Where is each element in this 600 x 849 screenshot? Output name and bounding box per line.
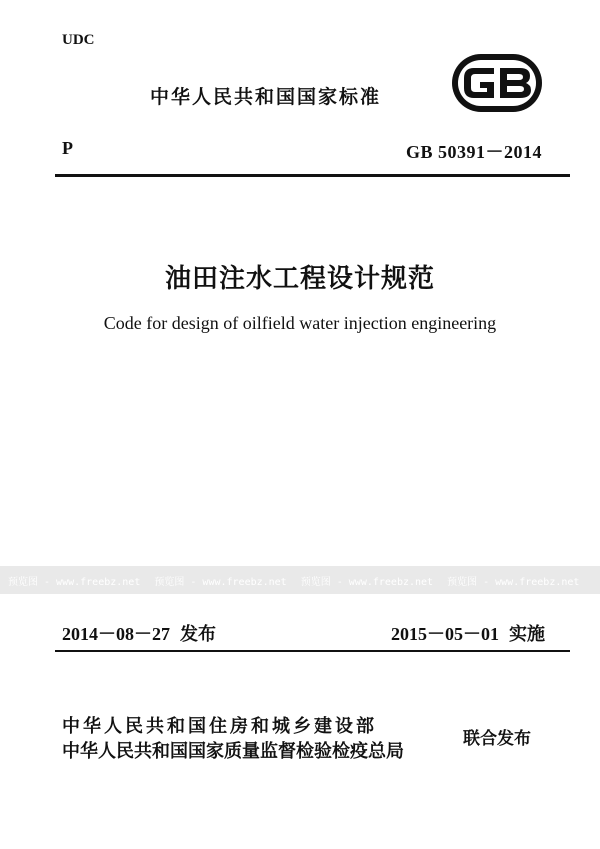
national-standard-heading: 中华人民共和国国家标准 [150,86,382,108]
classification-code: P [62,138,73,158]
issue-date: 2014－08－27 [62,624,170,644]
implement-date: 2015－05－01 [391,624,499,644]
implement-label: 实施 [509,624,545,645]
issuer-ministry-housing: 中华人民共和国住房和城乡建设部 [62,716,377,737]
standard-number: GB 50391－2014 [405,142,542,162]
date-divider [55,650,570,652]
gb-logo-icon [450,52,544,114]
udc-label: UDC [62,32,95,48]
title-chinese: 油田注水工程设计规范 [164,264,435,294]
joint-issue-label: 联合发布 [463,729,531,749]
gb-logo [450,52,544,114]
watermark-text: 预览图 - www.freebz.net [8,576,141,588]
watermark-text: 预览图 - www.freebz.net [154,576,287,588]
top-divider [55,174,570,177]
issue-date-line [62,620,216,646]
issuer-aqsiq: 中华人民共和国国家质量监督检验检疫总局 [62,741,404,762]
issue-label: 发布 [180,624,216,645]
title-english: Code for design of oilfield water injection engineering [103,313,497,333]
watermark-text: 预览图 - www.freebz.net [300,576,434,588]
watermark-text: 预览图 - www.freebz.net [447,576,580,588]
watermark-band [0,566,600,594]
implement-date-line [391,620,545,646]
